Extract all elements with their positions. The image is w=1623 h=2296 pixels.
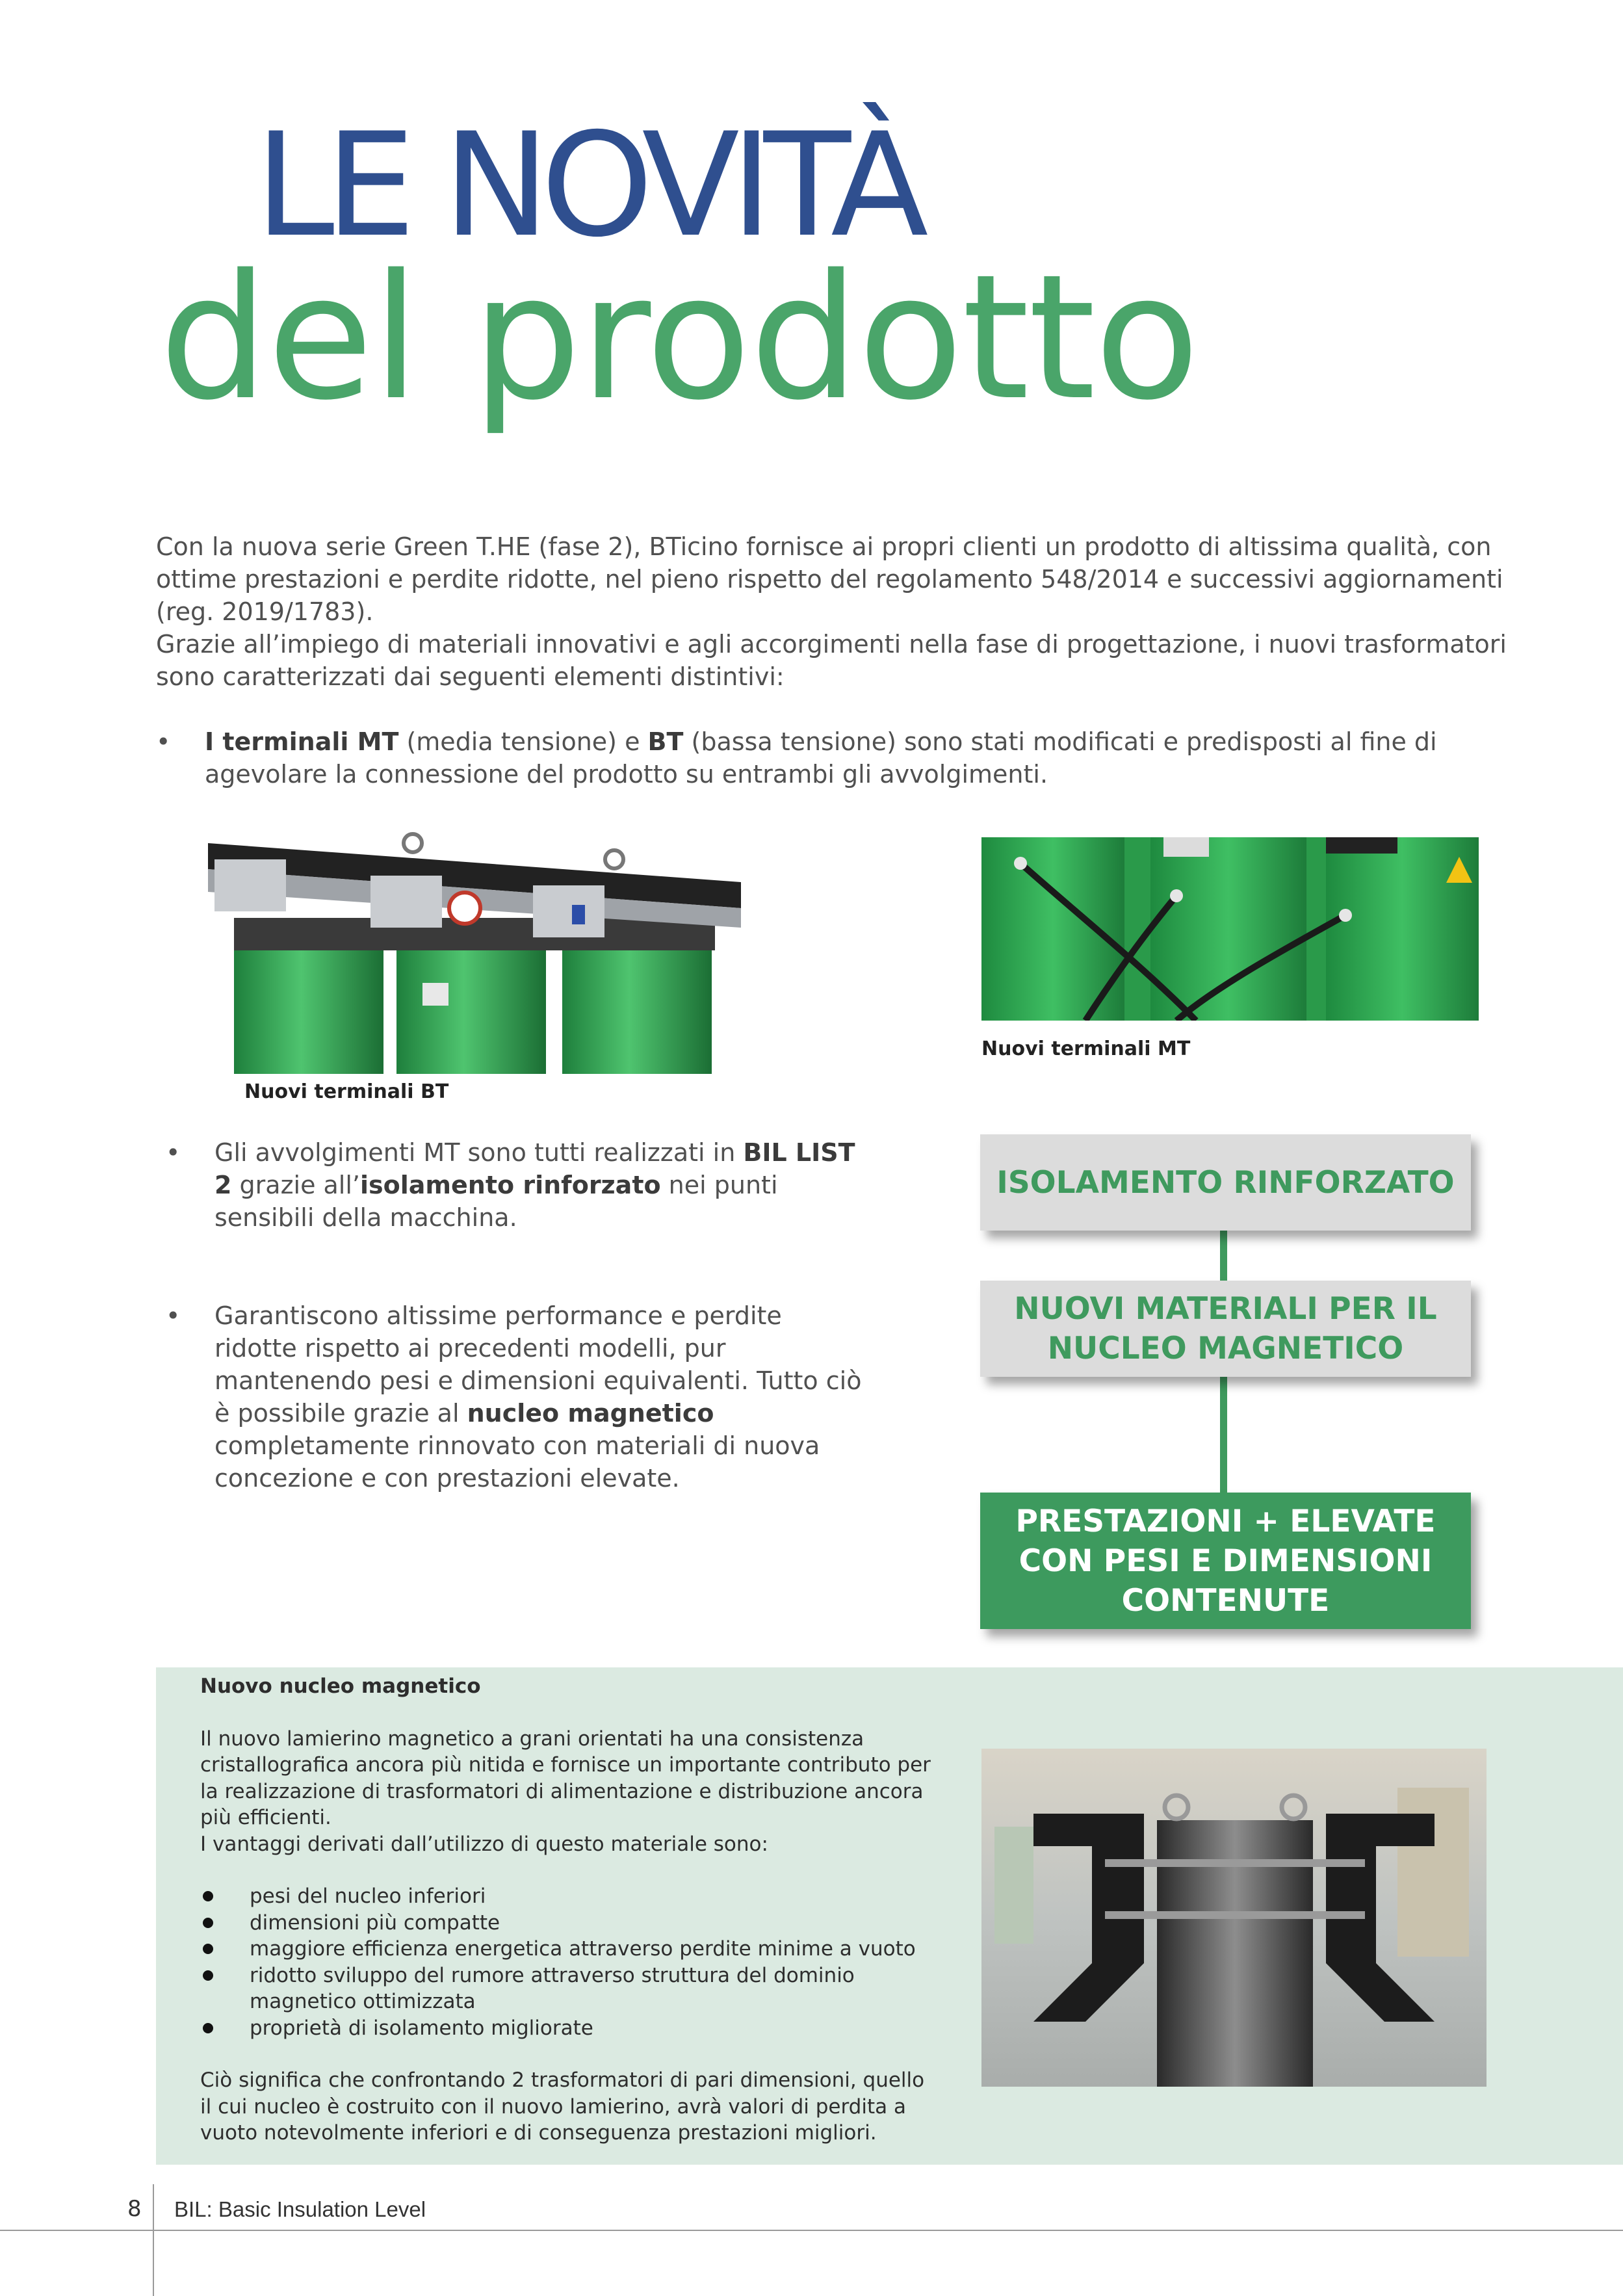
bullet-icon <box>203 1891 213 1901</box>
panel-heading: Nuovo nucleo magnetico <box>200 1675 481 1698</box>
list-item <box>200 1910 935 1937</box>
bold-terminali-mt: I terminali MT <box>205 727 399 756</box>
bullet-terminals <box>156 725 1553 790</box>
caption-mt: Nuovi terminali MT <box>981 1037 1191 1060</box>
text-segment: Gli avvolgimenti MT sono tutti realizzati in <box>214 1138 744 1167</box>
panel-paragraph-2: I vantaggi derivati dall’utilizzo di questo materiale sono: <box>200 1832 768 1856</box>
title-line-2: del prodotto <box>159 238 1199 438</box>
text-segment: (media tensione) e <box>398 727 648 756</box>
bullet-windings <box>166 1136 874 1234</box>
bullet-icon <box>203 2023 213 2033</box>
flow-box-prestazioni-line-3: CONTENUTE <box>1121 1582 1330 1619</box>
flow-box-materiali-line-2: NUCLEO MAGNETICO <box>1047 1331 1404 1366</box>
bullet-windings-text <box>214 1136 874 1234</box>
list-item-text: pesi del nucleo inferiori <box>250 1885 486 1908</box>
flow-connector-2 <box>1220 1377 1227 1494</box>
flow-box-prestazioni <box>980 1493 1471 1629</box>
intro-paragraph-1: Con la nuova serie Green T.HE (fase 2), BTicino fornisce ai propri clienti un prodotto di altissima qualità, con ottime prestazioni e perdite ridotte, nel pieno rispetto del regolamento 548/2014 e successivi aggiornamenti (reg. 2019/1783). <box>156 532 1503 626</box>
flow-box-prestazioni-line-2: CON PESI E DIMENSIONI <box>1019 1543 1433 1579</box>
bullet-icon <box>203 1944 213 1954</box>
text-segment: (bassa tensione) sono stati modificati e predisposti al fine di agevolare la connessione del prodotto su entrambi gli avvolgimenti. <box>205 727 1437 789</box>
intro-block <box>156 530 1553 790</box>
footer-rule <box>0 2230 1623 2231</box>
bullet-dot: • <box>166 1138 181 1167</box>
list-item-text: ridotto sviluppo del rumore attraverso struttura del dominio magnetico ottimizzata <box>250 1963 855 2013</box>
panel-benefits-list <box>200 1883 935 2041</box>
flow-box-materiali-line-1: NUOVI MATERIALI PER IL <box>1014 1291 1437 1327</box>
photo-mt-terminals <box>981 837 1479 1021</box>
flow-box-isolamento <box>980 1134 1471 1231</box>
list-item-text: proprietà di isolamento migliorate <box>250 2016 593 2040</box>
title-line-1: LE NOVITÀ <box>255 102 920 268</box>
intro-paragraph-2: Grazie all’impiego di materiali innovativi e agli accorgimenti nella fase di progettazione, i nuovi trasformatori sono caratterizzati dai seguenti elementi distintivi: <box>156 630 1507 691</box>
text-segment: nei punti sensibili della macchina. <box>214 1171 778 1232</box>
list-item-text: dimensioni più compatte <box>250 1911 500 1935</box>
caption-bt: Nuovi terminali BT <box>244 1080 449 1103</box>
bold-nucleo-magnetico: nucleo magnetico <box>467 1399 714 1428</box>
bullet-dot: • <box>166 1301 181 1330</box>
panel-paragraph-1: Il nuovo lamierino magnetico a grani orientati ha una consistenza cristallografica ancora più nitida e fornisce un importante contributo per la realizzazione di trasformatori di alimentazione e distribuzione ancora più efficienti. <box>200 1727 931 1829</box>
list-item <box>200 1883 935 1910</box>
bold-bil-list-2: BIL LIST 2 <box>214 1138 855 1199</box>
flow-connector-1 <box>1220 1229 1227 1281</box>
text-segment: Garantiscono altissime performance e perdite ridotte rispetto ai precedenti modelli, pur mantenendo pesi e dimensioni equivalenti. Tutto ciò è possibile grazie al <box>214 1301 862 1428</box>
bullet-performance <box>166 1299 868 1494</box>
flow-box-isolamento-text: ISOLAMENTO RINFORZATO <box>996 1164 1455 1201</box>
bold-isolamento-rinforzato: isolamento rinforzato <box>360 1171 661 1199</box>
footnote-bil: BIL: Basic Insulation Level <box>174 2197 426 2221</box>
bullet-dot: • <box>156 727 171 756</box>
list-item-text: maggiore efficienza energetica attraverso perdite minime a vuoto <box>250 1937 916 1961</box>
footer-divider <box>153 2184 154 2296</box>
bullet-performance-text <box>214 1299 868 1494</box>
panel-paragraph-3: Ciò significa che confrontando 2 trasformatori di pari dimensioni, quello il cui nucleo è costruito con il nuovo lamierino, avrà valori di perdita a vuoto notevolmente inferiori e di conseguenza prestazioni migliori. <box>200 2068 925 2145</box>
bold-bt: BT <box>647 727 684 756</box>
photo-magnetic-core <box>981 1749 1487 2087</box>
list-item <box>200 1936 935 1963</box>
text-segment: grazie all’ <box>231 1171 361 1199</box>
bullet-icon <box>203 1970 213 1981</box>
info-panel-text <box>200 1673 935 2146</box>
list-item <box>200 1963 935 2015</box>
photo-bt-terminals <box>208 820 760 1074</box>
list-item <box>200 2015 935 2042</box>
flow-box-materiali <box>980 1281 1471 1377</box>
flow-box-prestazioni-line-1: PRESTAZIONI + ELEVATE <box>1015 1503 1436 1539</box>
page-number: 8 <box>127 2196 142 2222</box>
text-segment: completamente rinnovato con materiali di nuova concezione e con prestazioni elevate. <box>214 1431 820 1493</box>
bullet-icon <box>203 1918 213 1928</box>
bullet-terminals-text <box>205 725 1553 790</box>
